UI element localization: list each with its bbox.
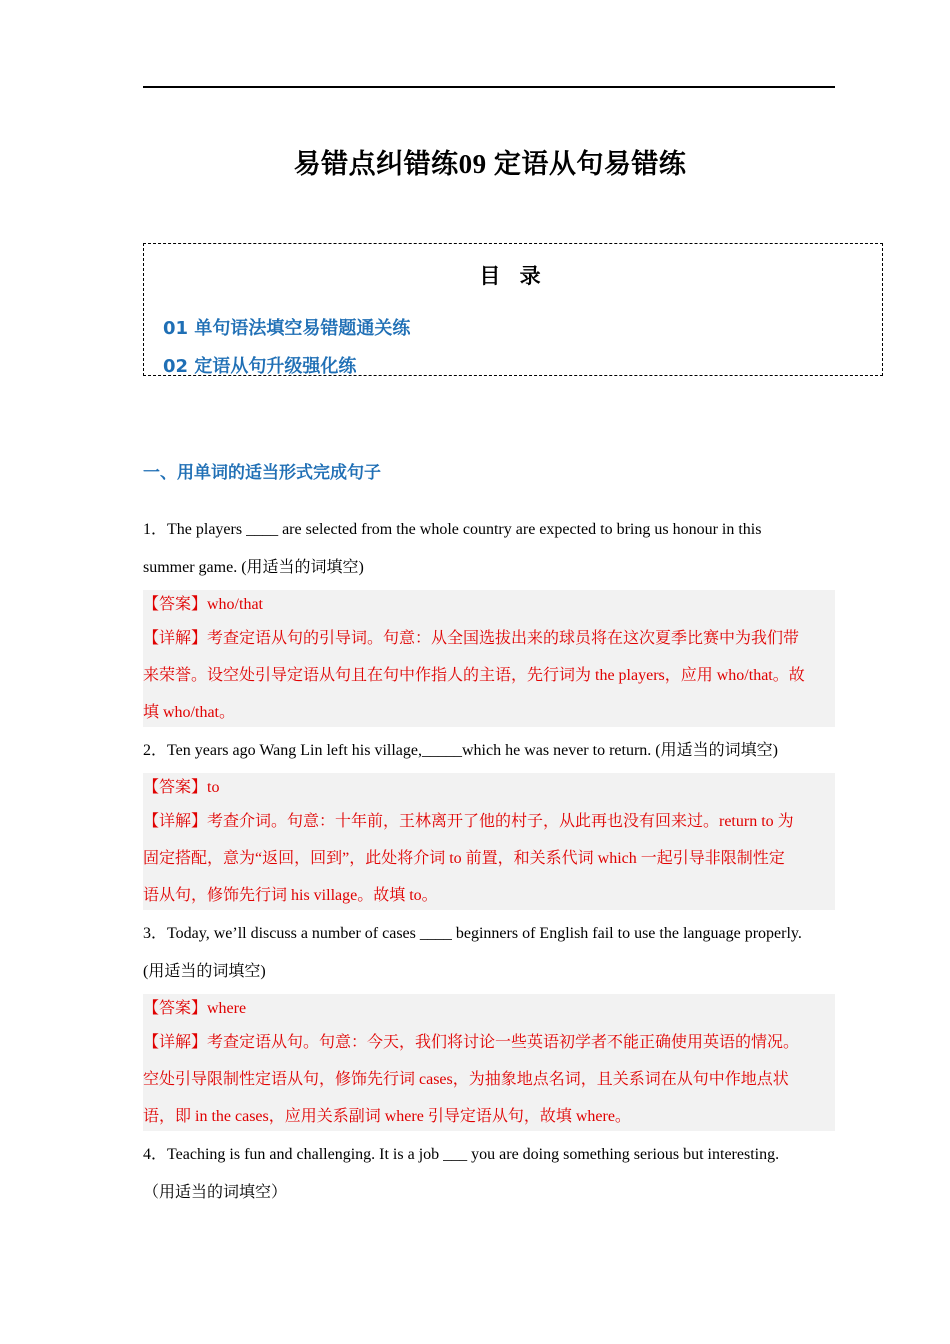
detail-line: 固定搭配，意为“返回，回到”，此处将介词 to 前置，和关系代词 which 一起引导非限制性定 bbox=[143, 850, 785, 867]
answer-block-2 bbox=[143, 773, 835, 910]
table-of-contents bbox=[143, 243, 883, 376]
question-4 bbox=[143, 1136, 837, 1212]
question-line: 3．Today, we’ll discuss a number of cases ____ beginners of English fail to use the language properly. bbox=[143, 925, 802, 942]
detail-line: 来荣誉。设空处引导定语从句且在句中作指人的主语，先行词为 the players，应用 who/that。故 bbox=[143, 667, 805, 684]
section-heading: 一、用单词的适当形式完成句子 bbox=[143, 463, 381, 483]
question-2 bbox=[143, 732, 837, 770]
answer-label: 【答案】to bbox=[143, 779, 220, 796]
question-line: （用适当的词填空） bbox=[143, 1184, 288, 1201]
answer-block-1 bbox=[143, 590, 835, 727]
question-line: 4．Teaching is fun and challenging. It is a job ___ you are doing something serious but interesting. bbox=[143, 1146, 780, 1163]
question-line: summer game. (用适当的词填空) bbox=[143, 559, 364, 576]
question-3 bbox=[143, 915, 837, 991]
answer-label: 【答案】who/that bbox=[143, 596, 263, 613]
detail-line: 【详解】考查定语从句。句意：今天，我们将讨论一些英语初学者不能正确使用英语的情况。 bbox=[143, 1034, 800, 1051]
answer-block-3 bbox=[143, 994, 835, 1131]
detail-line: 语从句，修饰先行词 his village。故填 to。 bbox=[143, 887, 438, 904]
detail-line: 语，即 in the cases，应用关系副词 where 引导定语从句，故填 where。 bbox=[143, 1108, 631, 1125]
question-line: 1．The players ____ are selected from the whole country are expected to bring us honour in this bbox=[143, 521, 762, 538]
toc-item-01[interactable]: 01 单句语法填空易错题通关练 bbox=[163, 318, 411, 339]
toc-item-02[interactable]: 02 定语从句升级强化练 bbox=[163, 356, 357, 377]
answer-label: 【答案】where bbox=[143, 1000, 247, 1017]
detail-line: 空处引导限制性定语从句，修饰先行词 cases，为抽象地点名词，且关系词在从句中作地点状 bbox=[143, 1071, 789, 1088]
header-rule bbox=[143, 86, 835, 88]
detail-line: 【详解】考查介词。句意：十年前，王林离开了他的村子，从此再也没有回来过。return to 为 bbox=[143, 813, 794, 830]
question-line: (用适当的词填空) bbox=[143, 963, 266, 980]
detail-line: 填 who/that。 bbox=[143, 704, 235, 721]
document-title: 易错点纠错练09 定语从句易错练 bbox=[293, 149, 687, 179]
toc-heading: 目 录 bbox=[479, 264, 547, 288]
question-1 bbox=[143, 511, 837, 587]
detail-line: 【详解】考查定语从句的引导词。句意：从全国选拔出来的球员将在这次夏季比赛中为我们带 bbox=[143, 630, 800, 647]
question-line: 2．Ten years ago Wang Lin left his village,_____which he was never to return. (用适当的词填空) bbox=[143, 742, 778, 759]
